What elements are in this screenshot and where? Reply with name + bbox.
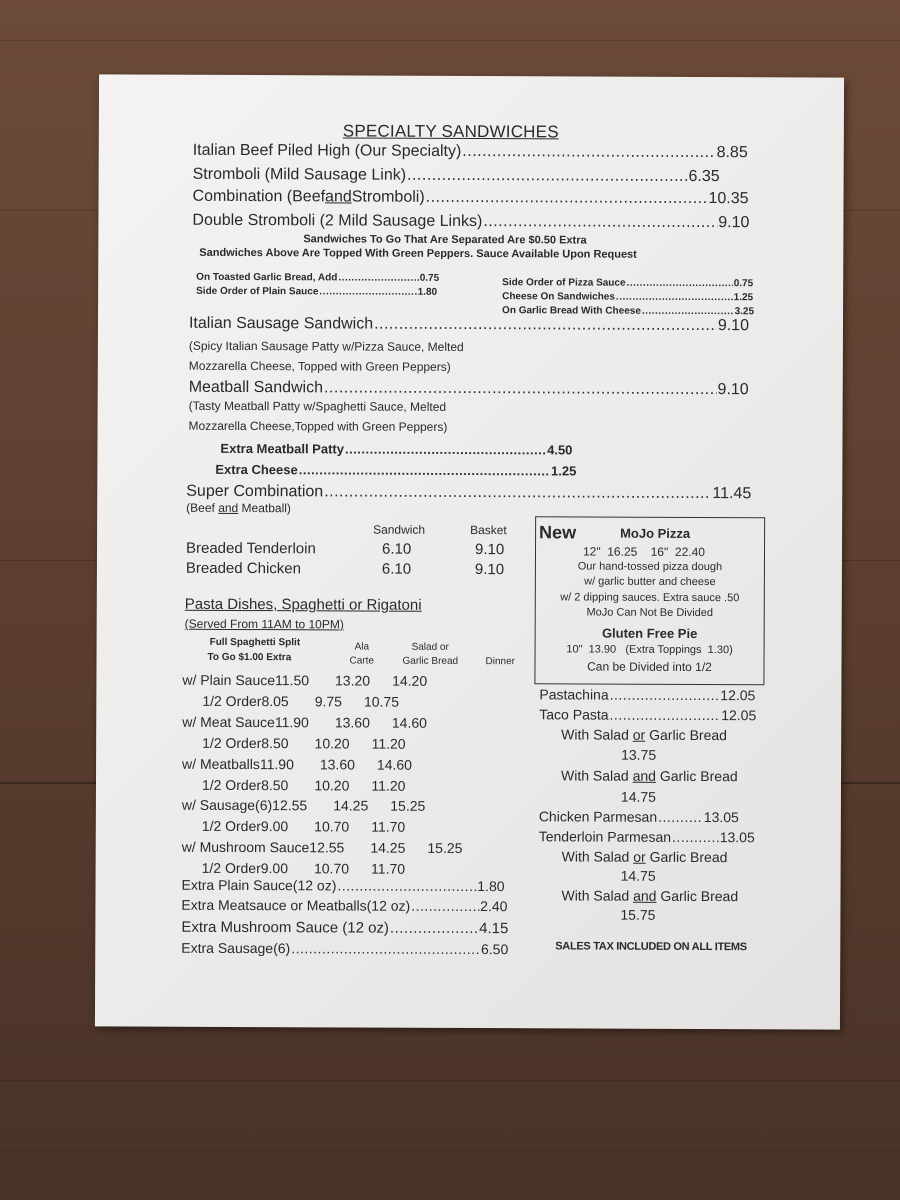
ala-carte-price: 12.55 <box>309 839 345 856</box>
pasta-row-label: w/ Mushroom Sauce <box>181 838 310 856</box>
extra-label: On Toasted Garlic Bread, Add <box>196 271 338 284</box>
pasta-extra <box>181 920 508 936</box>
dinner-price: 15.25 <box>427 839 463 856</box>
pasta-row <box>202 778 514 793</box>
extra-item <box>502 278 753 289</box>
breaded-basket-price: 9.10 <box>474 541 505 559</box>
pasta-row <box>182 798 514 813</box>
extra-price: 1.80 <box>417 286 438 298</box>
specialty-item <box>192 213 749 231</box>
mojo-desc: MoJo Can Not Be Divided <box>586 606 714 620</box>
salad-bread-price: 14.25 <box>370 839 406 856</box>
pasta-extra <box>181 941 508 956</box>
col-header-sandwich: Sandwich <box>373 522 426 537</box>
item-label: Taco Pasta <box>539 706 609 723</box>
salad-bread-price: 13.60 <box>319 756 355 773</box>
col-header-salad: Salad or <box>411 641 449 653</box>
item-label: Double Stromboli (2 Mild Sausage Links) <box>192 211 483 231</box>
extra-item <box>196 273 439 284</box>
option-label: Garlic Bread <box>655 767 738 785</box>
extra-label: Side Order of Pizza Sauce <box>502 277 626 289</box>
mojo-sizes: 12" 16.25 16" 22.40 <box>582 544 705 560</box>
option-label: With Salad <box>561 848 634 865</box>
extra-item <box>502 292 753 303</box>
item-label: Pastachina <box>539 686 609 703</box>
option-label: Garlic Bread <box>656 887 739 905</box>
menu-sheet <box>95 74 844 1029</box>
breaded-sandwich-price: 6.10 <box>381 540 412 558</box>
col-header-ala: Ala <box>354 641 370 653</box>
salad-and-bread <box>561 768 738 783</box>
option-label: Garlic Bread <box>645 848 728 866</box>
item-label: Extra Cheese <box>215 461 298 478</box>
extra-label: Extra Mushroom Sauce (12 oz) <box>181 918 389 937</box>
col-header-basket: Basket <box>470 523 507 538</box>
dinner-price: 11.70 <box>371 818 406 835</box>
extra-price: 4.15 <box>479 920 509 938</box>
desc-part: Meatball) <box>238 500 291 516</box>
item-description: Mozzarella Cheese, Topped with Green Peppers) <box>188 358 451 374</box>
extra-item <box>196 287 437 298</box>
salad-bread-price: 10.20 <box>314 735 350 752</box>
option-label-underlined: or <box>633 848 646 865</box>
option-label: With Salad <box>561 887 634 904</box>
item-price: 10.35 <box>708 190 749 208</box>
extra-label: Cheese On Sandwiches <box>502 291 615 303</box>
extra-price: 2.40 <box>480 898 508 915</box>
gluten-free-price: 10" 13.90 (Extra Toppings 1.30) <box>566 643 733 657</box>
tenderloin-parmesan <box>539 829 755 844</box>
desc-part: (Beef <box>186 500 219 515</box>
taco-pasta <box>539 707 756 722</box>
pasta-row <box>202 736 514 751</box>
pasta-row <box>182 673 514 688</box>
extra-price: 0.75 <box>419 272 440 284</box>
item-description: Mozzarella Cheese,Topped with Green Peppers) <box>188 418 448 434</box>
salad-or-bread-price: 14.75 <box>620 867 656 884</box>
item-price: 6.35 <box>688 167 720 186</box>
extra-label: Extra Meatsauce or Meatballs(12 oz) <box>181 896 411 914</box>
option-label-underlined: and <box>633 887 657 904</box>
pasta-row-label: 1/2 Order <box>201 817 261 835</box>
wood-grain <box>0 40 900 41</box>
option-label-underlined: or <box>632 726 646 743</box>
note-line: Sandwiches To Go That Are Separated Are $0.50 Extra <box>303 233 587 247</box>
wood-grain <box>0 1080 900 1081</box>
super-combination <box>186 484 751 502</box>
pasta-split-note: To Go $1.00 Extra <box>207 651 292 664</box>
extra-label: Extra Sausage(6) <box>181 939 291 957</box>
ala-carte-price: 11.90 <box>259 756 294 773</box>
ala-carte-price: 8.50 <box>261 735 289 752</box>
ala-carte-price: 11.50 <box>275 672 310 689</box>
extra-label: Extra Plain Sauce(12 oz) <box>181 876 337 894</box>
new-badge: New <box>539 522 577 543</box>
item-price: 11.45 <box>712 485 752 503</box>
salad-bread-price: 10.70 <box>313 860 350 877</box>
mojo-desc: w/ 2 dipping sauces. Extra sauce .50 <box>560 591 740 605</box>
item-label: Extra Meatball Patty <box>220 440 345 457</box>
ala-carte-price: 12.55 <box>272 797 308 814</box>
breaded-basket-price: 9.10 <box>474 561 505 579</box>
mojo-title: MoJo Pizza <box>620 525 691 541</box>
salad-bread-price: 13.60 <box>334 714 370 731</box>
extra-price: 3.25 <box>734 306 755 318</box>
extra-price: 0.75 <box>733 278 754 290</box>
extra-price: 6.50 <box>480 941 509 958</box>
pasta-served: (Served From 11AM to 10PM) <box>184 616 344 632</box>
ala-carte-price: 8.50 <box>261 777 289 794</box>
item-price: 9.10 <box>717 381 749 399</box>
col-header-dinner: Dinner <box>485 656 516 668</box>
ala-carte-price: 9.00 <box>260 860 289 877</box>
pastachina <box>539 687 755 702</box>
item-price: 12.05 <box>721 707 757 724</box>
item-price: 12.05 <box>720 687 756 704</box>
item-description: (Spicy Italian Sausage Patty w/Pizza Sauce, Melted <box>188 338 464 354</box>
pasta-row-label: 1/2 Order <box>202 692 262 710</box>
dinner-price: 14.20 <box>392 672 428 689</box>
item-price: 4.50 <box>547 442 573 458</box>
note-line: Sandwiches Above Are Topped With Green Peppers. Sauce Available Upon Request <box>199 246 637 261</box>
menu-title: SPECIALTY SANDWICHES <box>342 121 559 142</box>
desc-part-underlined: and <box>218 500 239 515</box>
extra-price: 1.25 <box>733 292 754 304</box>
salad-or-bread-price: 13.75 <box>621 746 657 763</box>
dinner-price: 14.60 <box>391 714 427 731</box>
item-label-underlined: and <box>325 188 352 206</box>
pasta-row <box>182 715 514 730</box>
option-label: Garlic Bread <box>645 726 727 744</box>
dinner-price: 10.75 <box>363 693 400 710</box>
dinner-price: 11.70 <box>371 860 406 877</box>
pasta-row-label: w/ Meatballs <box>182 755 260 773</box>
extra-item <box>502 306 754 317</box>
mojo-desc: w/ garlic butter and cheese <box>584 575 716 589</box>
extra-label: On Garlic Bread With Cheese <box>502 305 641 317</box>
mojo-desc: Our hand-tossed pizza dough <box>577 560 723 574</box>
salad-or-bread <box>562 849 728 864</box>
gluten-free-note: Can be Divided into 1/2 <box>587 659 712 675</box>
pasta-row-label: 1/2 Order <box>201 859 261 877</box>
item-price: 13.05 <box>719 829 755 846</box>
extra-cheese <box>215 463 576 478</box>
item-label: Tenderloin Parmesan <box>538 828 672 845</box>
ala-carte-price: 9.00 <box>260 818 289 835</box>
dinner-price: 11.20 <box>371 777 406 794</box>
option-label-underlined: and <box>632 767 657 784</box>
pasta-row-label: 1/2 Order <box>201 776 262 794</box>
specialty-item <box>193 143 748 161</box>
item-description <box>186 502 291 514</box>
item-label: Italian Sausage Sandwich <box>188 314 374 333</box>
item-label: Meatball Sandwich <box>188 378 324 397</box>
pasta-extra <box>181 898 507 913</box>
dinner-price: 15.25 <box>390 797 426 814</box>
pasta-row <box>202 694 514 709</box>
salad-or-bread <box>561 727 727 742</box>
item-price: 9.10 <box>717 317 750 335</box>
pasta-title: Pasta Dishes, Spaghetti or Rigatoni <box>184 595 422 614</box>
item-label: Super Combination <box>186 482 324 501</box>
salad-and-bread <box>561 888 738 903</box>
col-header-carte: Carte <box>349 655 375 667</box>
pasta-row-label: w/ Plain Sauce <box>182 671 276 689</box>
ala-carte-price: 8.05 <box>261 693 289 710</box>
mojo-pizza-box <box>534 516 765 685</box>
wood-grain <box>0 1150 900 1151</box>
breaded-sandwich-price: 6.10 <box>381 560 412 578</box>
salad-bread-price: 10.70 <box>314 818 350 835</box>
gluten-free-title: Gluten Free Pie <box>601 625 698 641</box>
option-label: With Salad <box>561 726 633 743</box>
chicken-parmesan <box>539 809 739 824</box>
extra-meatball <box>220 442 572 457</box>
pasta-extra <box>182 878 505 893</box>
ala-carte-price: 11.90 <box>274 714 309 731</box>
pasta-row <box>202 861 514 876</box>
item-label: Italian Beef Piled High (Our Specialty) <box>192 141 462 160</box>
item-label: Chicken Parmesan <box>538 808 658 825</box>
salad-bread-price: 10.20 <box>314 777 350 794</box>
salad-and-bread-price: 14.75 <box>620 788 657 805</box>
breaded-label: Breaded Tenderloin <box>185 539 316 558</box>
item-price: 13.05 <box>703 809 739 826</box>
pasta-row <box>202 819 514 834</box>
option-label: With Salad <box>560 767 633 784</box>
sausage-sandwich <box>189 316 749 334</box>
extra-label: Side Order of Plain Sauce <box>196 285 319 298</box>
salad-bread-price: 9.75 <box>314 693 343 710</box>
item-label: Combination (Beef <box>192 187 326 206</box>
item-description: (Tasty Meatball Patty w/Spaghetti Sauce, Melted <box>188 398 447 414</box>
pasta-row-label: w/ Sausage(6) <box>181 796 273 814</box>
sales-tax-note: SALES TAX INCLUDED ON ALL ITEMS <box>555 940 747 954</box>
meatball-sandwich <box>189 380 749 398</box>
pasta-split-note: Full Spaghetti Split <box>209 636 301 649</box>
col-header-garlic: Garlic Bread <box>402 655 459 667</box>
dinner-price: 11.20 <box>371 735 406 752</box>
item-price: 8.85 <box>716 144 748 162</box>
salad-bread-price: 14.25 <box>333 797 369 814</box>
extra-price: 1.80 <box>477 878 505 895</box>
salad-bread-price: 13.20 <box>335 672 371 689</box>
specialty-item <box>193 189 749 207</box>
salad-and-bread-price: 15.75 <box>620 906 656 923</box>
item-label: Stromboli (Mild Sausage Link) <box>192 165 407 184</box>
item-price: 9.10 <box>718 214 750 232</box>
specialty-item <box>193 167 720 185</box>
pasta-row <box>182 840 514 855</box>
pasta-row-label: 1/2 Order <box>202 734 262 752</box>
pasta-row <box>182 757 514 772</box>
breaded-label: Breaded Chicken <box>185 559 302 578</box>
pasta-row-label: w/ Meat Sauce <box>182 713 275 731</box>
item-price: 1.25 <box>551 463 577 479</box>
dinner-price: 14.60 <box>376 756 413 773</box>
item-label-end: Stromboli) <box>351 188 425 206</box>
